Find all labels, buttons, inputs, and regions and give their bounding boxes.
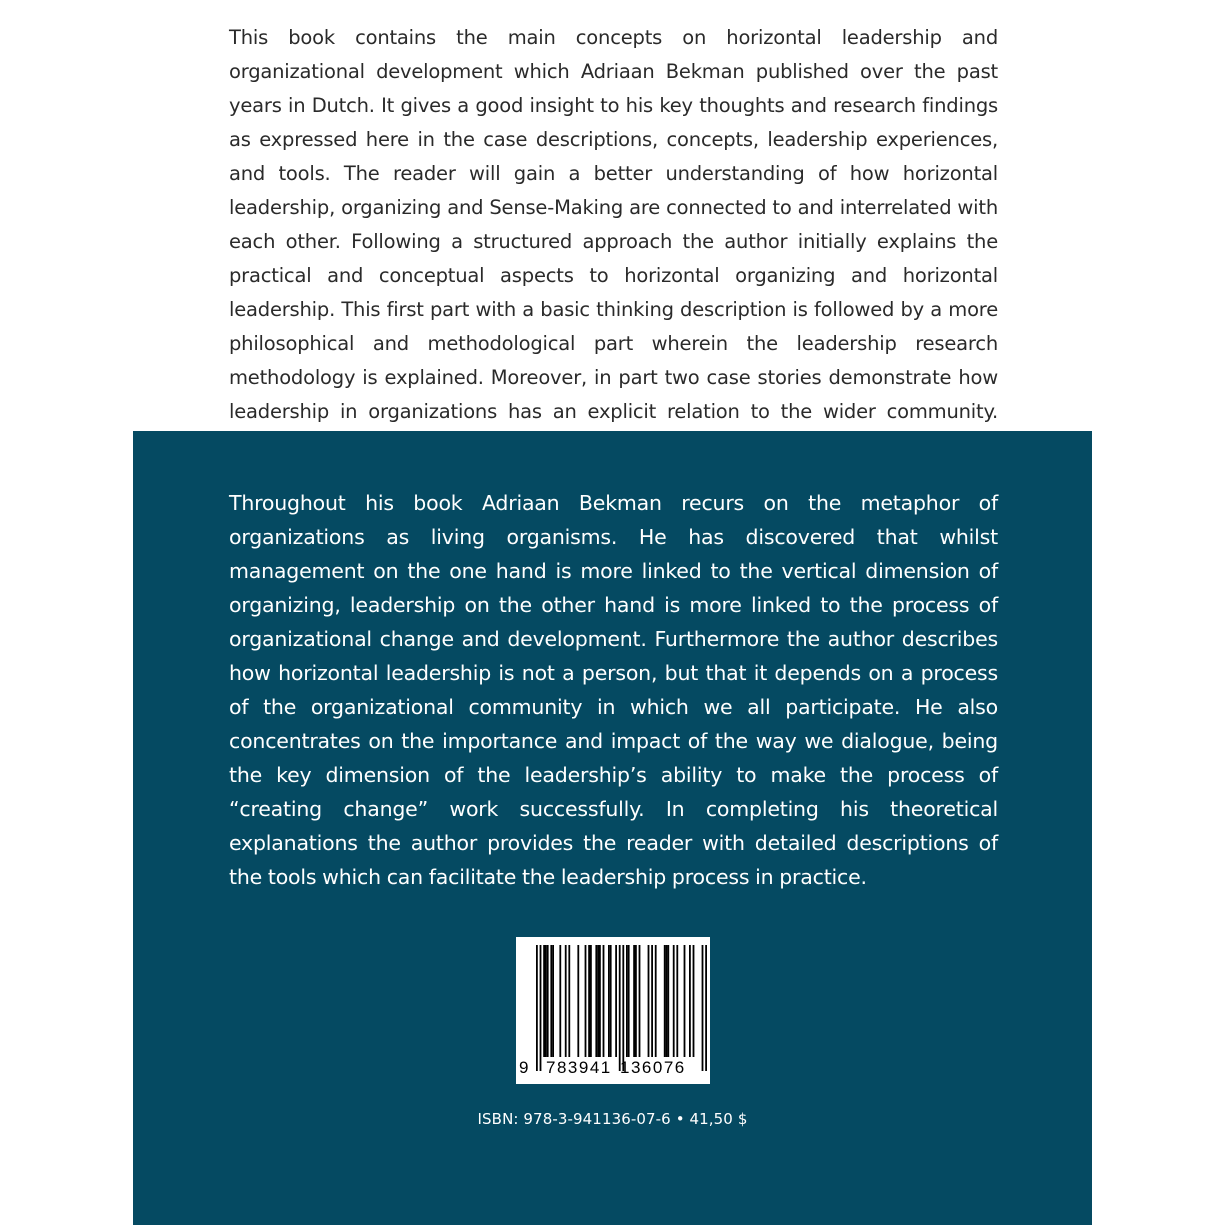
barcode-left-digits: 783941: [546, 1058, 612, 1077]
barcode-bar: [689, 945, 691, 1057]
barcode-bar: [628, 945, 630, 1057]
barcode-bar: [667, 945, 669, 1057]
barcode-bar: [702, 945, 704, 1071]
barcode-graphic: [516, 937, 710, 1084]
barcode-bar: [651, 945, 653, 1057]
barcode-lead-digit: 9: [519, 1058, 529, 1077]
barcode-bar: [588, 945, 590, 1057]
barcode-bar: [595, 945, 597, 1057]
barcode-bar: [559, 945, 561, 1057]
barcode-bar: [547, 945, 549, 1057]
barcode-bar: [568, 945, 570, 1057]
blurb-paragraph: Throughout his book Adriaan Bekman recurs on the metaphor of organizations as living organisms. He has discovered that whilst management on the one hand is more linked to the vertical dimension of organizing, leadership on the other hand is more linked to the process of organizational change and development. Furthermore the author describes how horizontal leadership is not a person, but that it depends on a process of the organizational community in which we all participate. He also concentrates on the importance and impact of the way we dialogue, being the key dimension of the leadership’s ability to make the process of “creating change” work successfully. In completing his theoretical explanations the author provides the reader with detailed descriptions of the tools which can facilitate the leadership process in practice.: [229, 490, 998, 889]
barcode-bars: [536, 945, 707, 1071]
barcode-bar: [599, 945, 601, 1057]
barcode-bar: [608, 945, 610, 1057]
barcode-bar: [673, 945, 675, 1057]
barcode-bar: [639, 945, 641, 1057]
barcode-bar: [565, 945, 567, 1057]
barcode-bar: [622, 945, 624, 1071]
isbn-price-line: ISBN: 978-3-941136-07-6 • 41,50 $: [477, 1110, 748, 1128]
barcode-bar: [536, 945, 538, 1071]
barcode-bar: [597, 945, 599, 1057]
barcode-right-digits: 136076: [620, 1058, 686, 1077]
blurb-panel: [133, 431, 1092, 1225]
intro-paragraph: This book contains the main concepts on horizontal leadership and organizational development which Adriaan Bekman published over the past years in Dutch. It gives a good insight to his key thoughts and research findings as expressed here in the case descriptions, concepts, leadership experiences, and tools. The reader will gain a better understanding of how horizontal leadership, organizing and Sense-Making are connected to and interrelated with each other. Following a structured approach the author initially explains the practical and conceptual aspects to horizontal organizing and horizontal leadership. This first part with a basic thinking description is followed by a more philosophical and methodological part wherein the leadership research methodology is explained. Moreover, in part two case stories demonstrate how leadership in organizations has an explicit relation to the wider community.: [229, 25, 998, 423]
barcode-bar: [684, 945, 686, 1057]
barcode-bar: [543, 945, 545, 1057]
barcode-bar: [585, 945, 587, 1057]
barcode-bar: [676, 945, 678, 1057]
barcode-bar: [655, 945, 657, 1057]
isbn-barcode: [516, 937, 710, 1084]
barcode-bar: [610, 945, 612, 1057]
barcode-bar: [666, 945, 668, 1057]
barcode-bar: [705, 945, 707, 1071]
barcode-bar: [615, 945, 617, 1057]
barcode-bar: [664, 945, 666, 1057]
barcode-bar: [648, 945, 650, 1057]
barcode-bar: [552, 945, 554, 1057]
barcode-bar: [619, 945, 621, 1071]
barcode-bar: [693, 945, 695, 1057]
barcode-bar: [626, 945, 628, 1057]
barcode-bar: [540, 945, 542, 1071]
barcode-bar: [590, 945, 592, 1057]
barcode-bar: [635, 945, 637, 1057]
barcode-bar: [550, 945, 552, 1057]
barcode-bar: [633, 945, 635, 1057]
barcode-bar: [577, 945, 579, 1057]
barcode-bar: [603, 945, 605, 1057]
barcode-bar: [545, 945, 547, 1057]
